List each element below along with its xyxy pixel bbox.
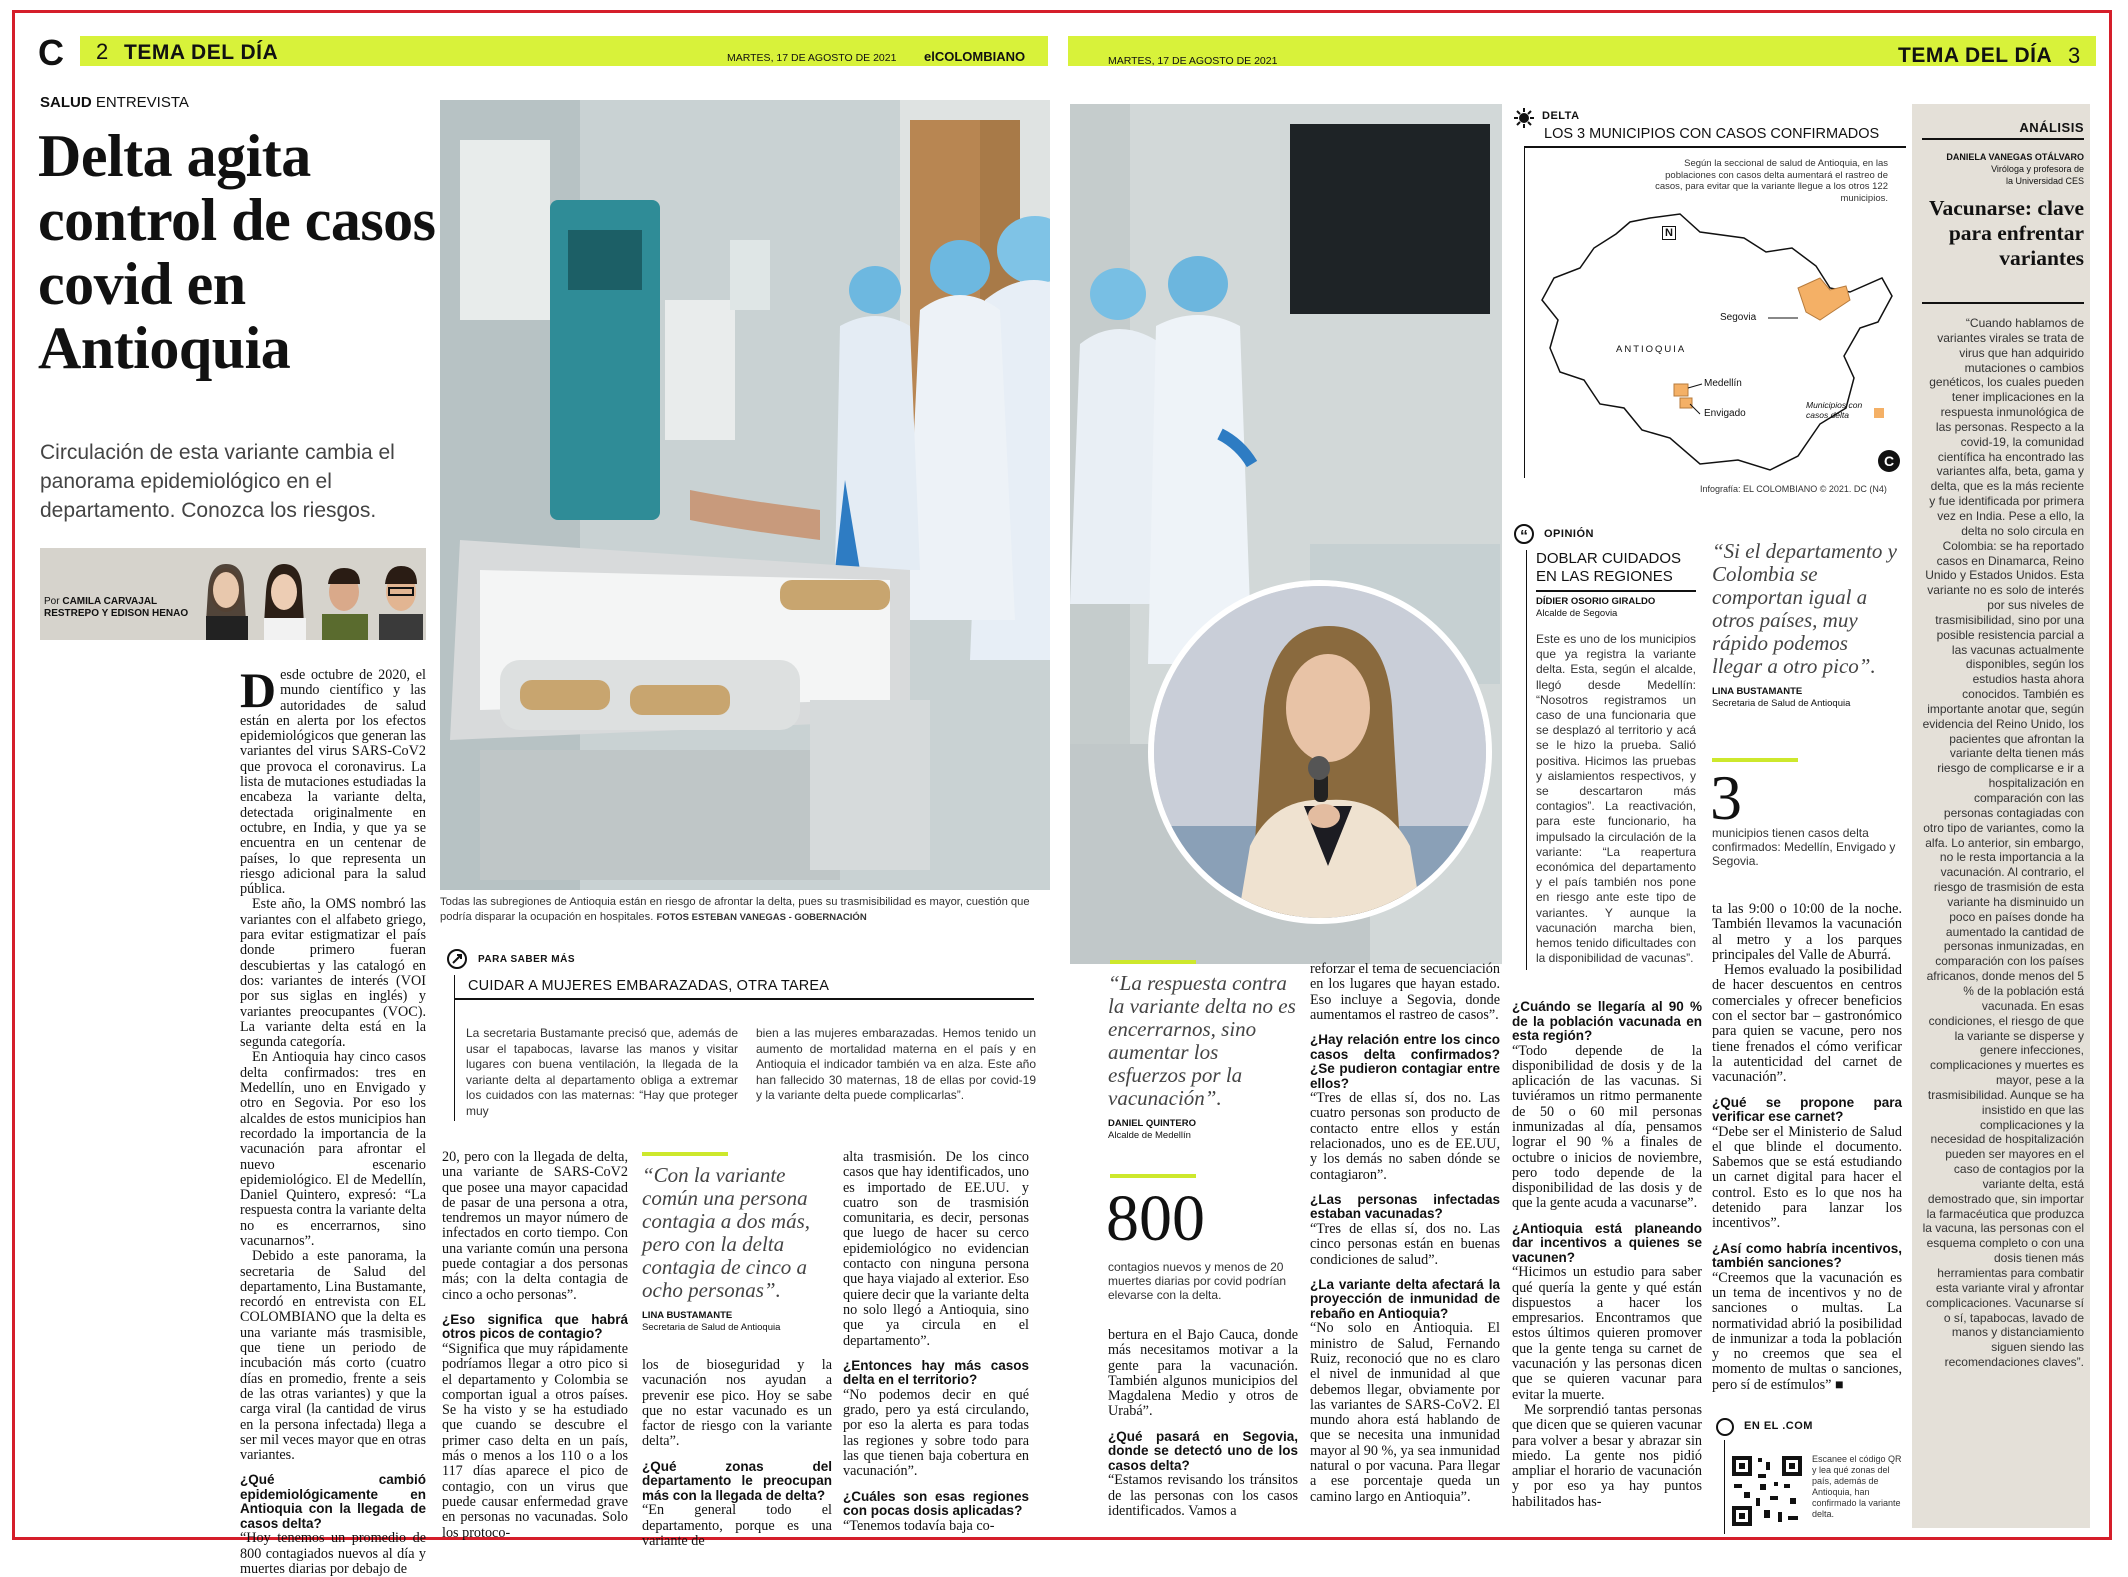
author-photo-2 — [264, 564, 306, 640]
para-saber-col-2: bien a las mujeres embarazadas. Hemos tenido un aumento de mortalidad materna en el país y en Antioquia el indicador también va en alza. Este año han fallecido 30 maternas, 18 de ellas por covid-19 y la variante delta puede complicarlas”. — [756, 1026, 1036, 1102]
photo-credit: FOTOS ESTEBAN VANEGAS - GOBERNACIÓN — [656, 912, 867, 923]
answer-6: “Estamos revisando los tránsitos de las personas con los casos identificados. Vamos a — [1108, 1472, 1298, 1519]
medellin-area — [1674, 384, 1688, 396]
question-12: ¿Qué se propone para verificar ese carnet? — [1712, 1094, 1902, 1125]
question-5: ¿Cuáles son esas regiones con pocas dosis aplicadas? — [843, 1488, 1029, 1519]
secretary-portrait — [1148, 580, 1492, 924]
antioquia-map — [1530, 208, 1910, 476]
analysis-label-underline — [1922, 138, 2084, 140]
subhead: Circulación de esta variante cambia el panorama epidemiológico en el departamento. Conozca los riesgos. — [40, 441, 395, 522]
pull-quote-2-name: LINA BUSTAMANTE — [642, 1310, 733, 1321]
analysis-label: ANÁLISIS — [2019, 120, 2084, 135]
answer-4: “No podemos decir en qué grado, pero ya está circulando, por eso la alerta es para todas las regiones y sobre todo para las que tienen baja cobertura en vacunación”. — [843, 1386, 1029, 1480]
body-para-r1: bertura en el Bajo Cauca, donde más necesitamos motivar a la gente para la vacunación. También algunos municipios del Magdalena Medio y otros de Urabá”. — [1108, 1327, 1298, 1420]
web-label: EN EL .COM — [1744, 1420, 1813, 1432]
web-text: Escanee el código QR y lea qué zonas del país, además de Antioquia, han confirmado la variante delta. — [1812, 1454, 1902, 1519]
question-1: ¿Qué cambió epidemiológicamente en Antioquia con la llegada de casos delta? — [240, 1472, 426, 1531]
analysis-title-underline — [1922, 302, 2084, 304]
stat-3-text: municipios tienen casos delta confirmados: Medellín, Envigado y Segovia. — [1712, 826, 1896, 868]
answer-5: “Tenemos todavía baja co- — [843, 1517, 995, 1534]
answer-9: “No solo en Antioquia. El ministro de Salud, Fernando Ruiz, reconoció que no es claro el nivel de inmunidad al que debemos llegar, obviamente por las variantes de SARS-CoV2. El mundo ahora está hablando de que se necesita una inmunidad mayor al 90 %, ya sea inmunidad natural o por vacuna. Para llegar a ese porcentaje queda un camino largo en Antioquia”. — [1310, 1320, 1500, 1505]
para-saber-title: CUIDAR A MUJERES EMBARAZADAS, OTRA TAREA — [468, 978, 830, 994]
para-saber-icon — [446, 948, 468, 970]
drop-cap: D — [240, 662, 277, 718]
headline: Delta agita control de casos covid en Antioquia — [38, 123, 436, 381]
map-title: LOS 3 MUNICIPIOS CON CASOS CONFIRMADOS — [1544, 126, 1880, 142]
envigado-area — [1680, 398, 1692, 408]
answer-10: “Todo depende de la disponibilidad de dosis y de la aplicación de las vacunas. Si tuviéramos un ritmo permanente de 50 o 60 mil personas inmunizadas al día, pensamos lograr el 90 % a finales de octubre o inicios de noviembre, pero todo depende de la disponibilidad de las dosis y de que la gente acuda a vacunarse”. — [1512, 1042, 1702, 1212]
byline-text: Por CAMILA CARVAJAL RESTREPO Y EDISON HENAO — [44, 596, 189, 619]
map-note: Según la seccional de salud de Antioquia, en las poblaciones con casos delta aumentará el rastreo de casos, para evitar que la variante llegue a los otros 122 municipios. — [1655, 158, 1888, 204]
hospital-scene — [440, 100, 1050, 890]
antioquia-outline — [1542, 214, 1892, 470]
web-icon — [1716, 1418, 1734, 1436]
opinion-author-role: Alcalde de Segovia — [1536, 608, 1618, 619]
map-north: N — [1662, 226, 1676, 240]
date-left: MARTES, 17 DE AGOSTO DE 2021 — [727, 52, 897, 64]
analysis-author-role-2: la Universidad CES — [2005, 176, 2084, 186]
opinion-rule — [1526, 550, 1527, 970]
body-para-col3: los de bioseguridad y la vacunación nos ayudan a prevenir ese pico. Hoy se sabe que no estar vacunado es un factor de riesgo con la variante delta”. — [642, 1357, 832, 1450]
photo-caption: Todas las subregiones de Antioquia están en riesgo de afrontar la delta, pues su trasmisibilidad es mayor, cuestión que podría disparar la ocupación en hospitales. FOTOS ESTEBAN VANEGAS - GOBERNACIÓN — [440, 896, 1030, 923]
page-number-right: 3 — [2068, 43, 2081, 68]
opinion-title-underline — [1536, 590, 1696, 592]
pull-quote-quintero-role: Alcalde de Medellín — [1108, 1130, 1191, 1141]
pull-quote-rule-2 — [642, 1152, 728, 1156]
pull-quote-quintero-name: DANIEL QUINTERO — [1108, 1118, 1196, 1129]
question-4: ¿Entonces hay más casos delta en el territorio? — [843, 1357, 1029, 1388]
paper-name: elCOLOMBIANO — [924, 49, 1026, 64]
answer-12: “Debe ser el Ministerio de Salud el que blinde el documento. Sabemos que se está estudiando un carnet digital para hacer el control. Esto es lo que nos ha detenido para lanzar los incentivos”. — [1712, 1123, 1902, 1232]
body-column-2 — [442, 1150, 628, 1541]
map-town-segovia: Segovia — [1720, 312, 1757, 323]
para-saber-label: PARA SABER MÁS — [478, 954, 576, 965]
page-number-left: 2 — [96, 39, 109, 64]
pull-quote-rule-quintero — [1110, 960, 1196, 964]
body-para-4: Debido a este panorama, la secretaria de Salud del departamento, Lina Bustamante, recordó en entrevista con EL COLOMBIANO que la delta es una variante más trasmisible, que tiene un periodo de incubación más corto (cuatro días en promedio, frente a seis de las otras variantes) y que la carga viral (la cantidad de virus en la persona infectada) llega a ser mil veces mayor que en otras variantes. — [240, 1248, 426, 1464]
logo: C — [38, 32, 64, 73]
question-9: ¿La variante delta afectará la proyección de inmunidad de rebaño en Antioquia? — [1310, 1276, 1500, 1321]
body-para-col2: 20, pero con la llegada de delta, una variante de SARS-CoV2 que posee una mayor capacidad de pasar de una persona a otra, tendremos un mayor número de infectados en corto tiempo. Con una variante común una persona puede contagiar a dos personas más; con la delta contagia de cinco a ocho personas”. — [442, 1149, 628, 1303]
body-para-r3b: Hemos evaluado la posibilidad de hacer descuentos en centros comerciales y ofrecer beneficios con el sector bar – gastronómico para quien se vacune, pero nos tiene frenados el cómo verificar la autenticidad del carnet de vacunación”. — [1712, 962, 1902, 1086]
pull-quote-2: “Con la variante común una persona contagia a dos más, pero con la delta contagia de cinco a ocho personas”. — [642, 1163, 810, 1302]
map-frame-left — [1524, 146, 1525, 478]
web-rule — [1724, 1440, 1725, 1534]
stat-800-number: 800 — [1106, 1182, 1205, 1255]
body-column-3 — [642, 1358, 832, 1549]
quote-icon: “ — [1514, 524, 1534, 544]
answer-8: “Tres de ellas sí, dos no. Las cinco personas están en buenas condiciones de salud”. — [1310, 1220, 1500, 1268]
answer-11b: Me sorprendió tantas personas que dicen que se quieren vacunar para volver a besar y abrazar sin miedo. La gente nos pidió ampliar el horario de vacunación y por eso ya hay puntos habilitados has- — [1512, 1401, 1702, 1510]
map-town-envigado: Envigado — [1704, 408, 1746, 419]
question-3: ¿Qué zonas del departamento le preocupan más con la llegada de delta? — [642, 1458, 832, 1503]
map-town-medellin: Medellín — [1704, 378, 1742, 389]
opinion-label: OPINIÓN — [1544, 528, 1594, 540]
author-photos — [196, 550, 424, 640]
analysis-author-role-1: Viróloga y profesora de — [1991, 164, 2084, 174]
map-credit: Infografía: EL COLOMBIANO © 2021. DC (N4) — [1700, 484, 1887, 494]
author-photo-3 — [322, 568, 368, 640]
author-photo-4 — [379, 566, 423, 640]
body-column-r3-top — [1712, 902, 1902, 1393]
question-8: ¿Las personas infectadas estaban vacunadas? — [1310, 1191, 1500, 1222]
body-column-r2 — [1310, 962, 1500, 1505]
map-legend-text: Municipios con casos delta — [1806, 400, 1863, 420]
date-right: MARTES, 17 DE AGOSTO DE 2021 — [1108, 55, 1278, 67]
answer-3: “En general todo el departamento, porque es una variante de — [642, 1502, 832, 1549]
opinion-author: DÍDIER OSORIO GIRALDO — [1536, 596, 1656, 607]
qr-code — [1730, 1454, 1804, 1528]
analysis-title: Vacunarse: clave para enfrentar variantes — [1928, 196, 2084, 270]
stat-800-rule — [1110, 1174, 1196, 1178]
map-icon — [1514, 108, 1534, 128]
pull-quote-lina-role: Secretaria de Salud de Antioquia — [1712, 698, 1851, 709]
question-13: ¿Así como habría incentivos, también sanciones? — [1712, 1240, 1902, 1271]
stat-3-number: 3 — [1710, 762, 1742, 833]
analysis-text: “Cuando hablamos de variantes virales se trata de virus que han adquirido mutaciones o cambios genéticos, los cuales pueden tener implicaciones en la respuesta inmunológica de las personas. Respecto a la covid-19, la comunidad científica ha encontrado las variantes alfa, beta, gama y delta, que es la más reciente y fue identificada por primera vez en India. Pese a ello, la delta no solo circula en Colombia: se ha reportado casos en Dinamarca, Reino Unido y Estados Unidos. Esta variante no es solo de interés por sus niveles de trasmisibilidad, sino por una posible resistencia parcial a las vacunas actualmente disponibles, según los estudios hasta ahora conocidos. También es importante anotar que, según evidencia del Reino Unido, los pacientes que afrontan la variante delta tienen más riesgo de complicarse e ir a hospitalización en comparación con las personas contagiadas con otro tipo de variantes, como la alfa. Lo anterior, sin embargo, no le resta importancia a la vacunación. Al contrario, el riesgo de trasmisión de esta variante ha disminuido un poco en países donde ha aumentado la cantidad de personas inmunizadas, en comparación con los países africanos, donde menos del 5 % de la población está vacunada. En esas condiciones, el riesgo de que la variante se disperse y genere infecciones, complicaciones y muertes es mayor, pese a la trasmisibilidad. Aunque se ha insistido en que las complicaciones y la necesidad de hospitalización pueden ser mayores en el caso de contagios por la variante delta, está demostrado que, sin importar la farmacéutica que produzca la vacuna, las personas con el esquema completo o con una dosis tienen más herramientas para combatir esta variante viral y afrontar complicaciones. Vacunarse sí o sí, tapabocas, lavado de manos y distanciamiento siguen siendo las recomendaciones claves”. — [1922, 316, 2084, 1370]
pull-quote-lina: “Si el departamento y Colombia se comportan igual a otros países, muy rápido podemos llegar a otro pico”. — [1712, 539, 1897, 678]
map-title-underline — [1524, 146, 1906, 148]
answer-1: “Hoy tenemos un promedio de 800 contagiados nuevos al día y muertes diarias por debajo de — [240, 1530, 426, 1577]
body-para-1: Desde octubre de 2020, el mundo científico y las autoridades de salud están en alerta por los efectos epidemiológicos que generan las variantes del virus SARS-CoV2 que provoca el coronavirus. La lista de mutaciones estudiadas la encabeza la variante delta, detectada originalmente en octubre, en India, y que ya se encuentra en un centenar de países, lo que representa un riesgo adicional para la salud pública. — [240, 662, 426, 898]
portrait-drawing — [1154, 586, 1492, 924]
opinion-title: DOBLAR CUIDADOS EN LAS REGIONES — [1536, 550, 1682, 585]
question-10: ¿Cuándo se llegaría al 90 % de la población vacunada en esta región? — [1512, 999, 1702, 1043]
body-para-3: En Antioquia hay cinco casos delta confirmados: tres en Medellín, uno en Envigado y otro en Segovia. Por eso los alcaldes de estos municipios han recordado la importancia de la vacunación para afrontar el nuevo escenario epidemiológico. El de Medellín, Daniel Quintero, expresó: “La respuesta contra la variante delta no es encerrarnos, sino vacunarnos”. — [240, 1049, 426, 1249]
analysis-author: DANIELA VANEGAS OTÁLVARO — [1946, 152, 2084, 162]
stat-800-text: contagios nuevos y menos de 20 muertes diarias por covid podrían elevarse con la delta. — [1108, 1260, 1287, 1302]
opinion-text: Este es uno de los municipios que ya registra la variante delta. Esta, según el alcalde, llegó desde Medellín: “Nosotros registramos un caso de una funcionaria que se desplazó al territorio y acá se le hizo la prueba. Salió positiva. Hicimos las pruebas y aislamientos respectivos, y se descartaron más contagios”. La reactivación, para este funcionario, ha impulsado la circulación de la variante: “La reapertura económica del departamento y el país también nos pone en riesgo ante este tipo de variantes. Y aunque la vacunación marcha bien, hemos tenido dificultades con la disponibilidad de vacunas”. — [1536, 632, 1696, 966]
section-title-left: TEMA DEL DÍA — [124, 41, 279, 64]
map-region-label: ANTIOQUIA — [1616, 344, 1687, 355]
para-saber-rule — [454, 975, 455, 1121]
answer-11: “Hicimos un estudio para saber qué quería la gente y qué están dispuestos a hacer los empresarios. Encontramos que estos últimos quieren promover que la gente tenga su carnet de vacunación y las personas dicen que se quieren vacunar para evitar la muerte. — [1512, 1264, 1702, 1403]
para-saber-col-1: La secretaria Bustamante precisó que, además de usar el tapabocas, lavarse las manos y visitar lugares con buena ventilación, la llegada de la variante delta al departamento obliga a extremar los cuidados con las maternas: “Hay que proteger muy — [466, 1026, 738, 1118]
question-2: ¿Eso significa que habrá otros picos de contagio? — [442, 1311, 628, 1342]
author-photo-1 — [206, 564, 248, 640]
question-11: ¿Antioquia está planeando dar incentivos a quienes se vacunen? — [1512, 1220, 1702, 1265]
question-7: ¿Hay relación entre los cinco casos delta confirmados? ¿Se pudieron contagiar entre ellos? — [1310, 1032, 1500, 1091]
body-column-r1 — [1108, 1328, 1298, 1519]
answer-7: “Tres de ellas sí, dos no. Las cuatro personas son producto de contacto entre ellos y están relacionados, uno es de EE.UU, y los demás no saben dónde se contagiaron”. — [1310, 1090, 1500, 1183]
body-para-col4: alta trasmisión. De los cinco casos que hay identificados, uno es importado de EE.UU. y cuatro son de trasmisión comunitaria, es decir, personas que luego de hacer su cerco epidemiológico no evidencian contacto con ninguna persona que haya viajado al exterior. Eso quiere decir que la variante delta no solo llegó a Antioquia, sino que ya circula en el departamento”. — [843, 1149, 1029, 1349]
pull-quote-lina-name: LINA BUSTAMANTE — [1712, 686, 1803, 697]
body-para-r3a: ta las 9:00 o 10:00 de la noche. También llevamos la vacunación al metro y a los parques principales del Valle de Aburrá. — [1712, 901, 1902, 963]
kicker: SALUD ENTREVISTA — [40, 94, 189, 111]
answer-2: “Significa que muy rápidamente podríamos llegar a otro pico si el departamento y Colombia se comportan igual a otros países. Se ha visto y se ha estudiado que cuando se descubre el primer caso delta en un país, más o menos a los 110 o a los 117 días aparece el pico de contagio, con un virus que puede causar enfermedad grave en personas no vacunadas. Solo los protoco- — [442, 1340, 628, 1541]
hospital-photo — [440, 100, 1050, 890]
answer-13: “Creemos que la vacunación es un tema de incentivos y no de sanciones o multas. La normatividad abrió la posibilidad de inmunizar a toda la población y no creemos que sea el momento de multas o sanciones, pero sí de estímulos” ■ — [1712, 1269, 1902, 1393]
question-6: ¿Qué pasará en Segovia, donde se detectó uno de los casos delta? — [1108, 1428, 1298, 1473]
para-saber-underline — [454, 998, 1034, 1000]
section-title-right: TEMA DEL DÍA — [1898, 44, 2053, 67]
body-column-4 — [843, 1150, 1029, 1534]
pull-quote-2-role: Secretaria de Salud de Antioquia — [642, 1322, 781, 1333]
body-column-1 — [240, 662, 426, 1577]
body-para-r2: reforzar el tema de secuenciación en los lugares que hayan estado. Eso incluye a Segovia, donde aumentamos el rastreo de casos”. — [1310, 961, 1500, 1023]
body-column-r3 — [1512, 1000, 1702, 1510]
body-para-2: Este año, la OMS nombró las variantes con el alfabeto griego, para evitar estigmatizar el país donde primero fueran descubiertas y las catalogó en dos: variantes de interés (VOI por sus siglas en inglés) y variantes preocupantes (VOC). La variante delta está en la segunda categoría. — [240, 896, 426, 1051]
map-label: DELTA — [1542, 110, 1580, 122]
pull-quote-quintero: “La respuesta contra la variante delta no es encerrarnos, sino aumentar los esfuerzos por la vacunación”. — [1108, 971, 1296, 1110]
map-logo: C — [1878, 450, 1900, 472]
